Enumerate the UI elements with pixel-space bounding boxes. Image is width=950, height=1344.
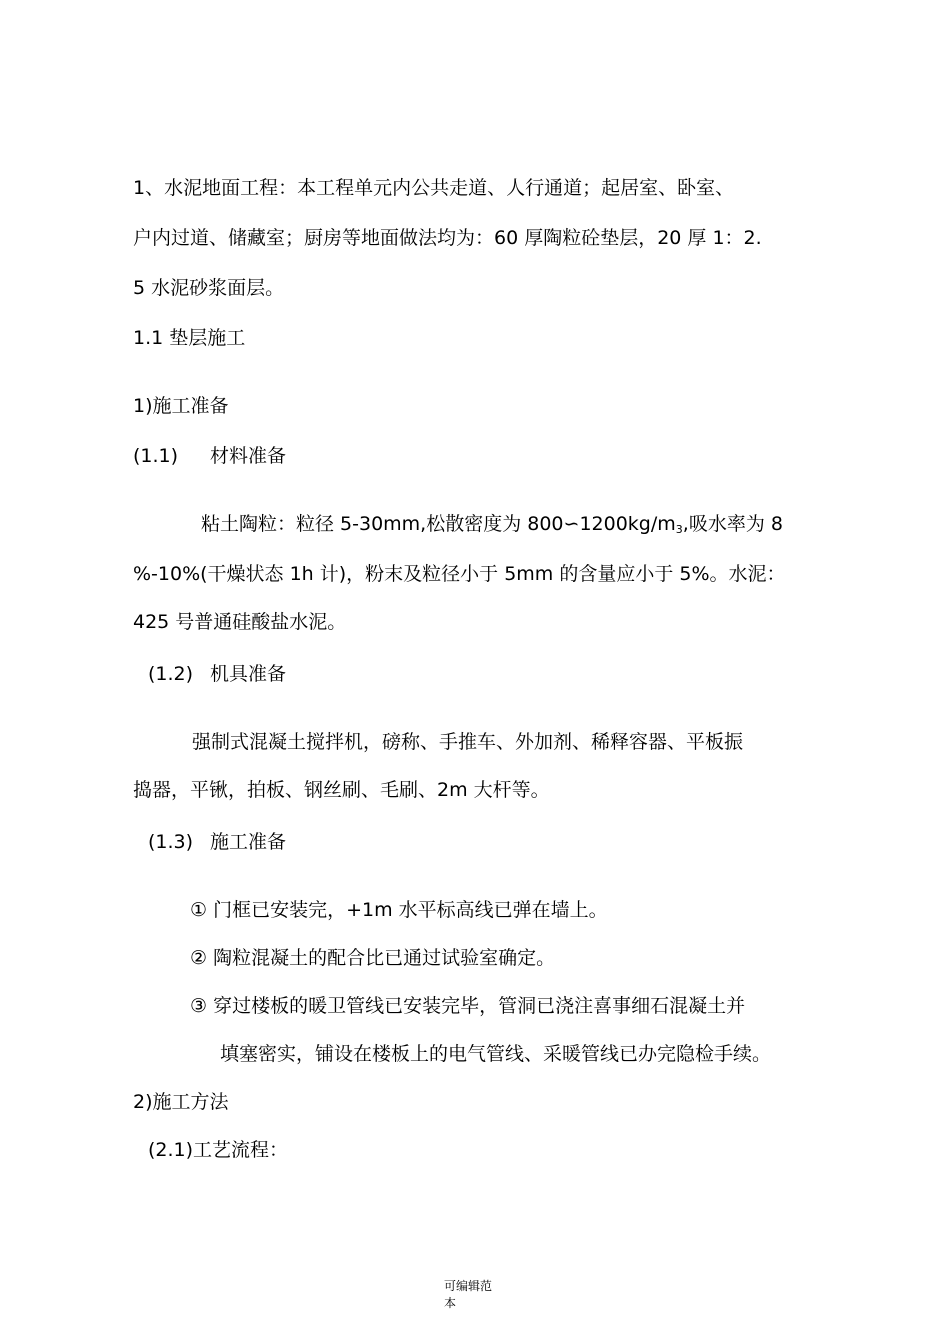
paragraph-line: 5 水泥砂浆面层。 (133, 277, 285, 299)
paragraph-line: 1、水泥地面工程：本工程单元内公共走道、人行通道；起居室、卧室、 (133, 177, 735, 199)
list-item: ① 门框已安装完，+1m 水平标高线已弹在墙上。 (190, 899, 608, 921)
subsection-title: 材料准备 (210, 445, 287, 467)
text-run: 粘土陶粒：粒径 5-30mm,松散密度为 800∽1200kg/m (201, 513, 676, 535)
paragraph-line: 425 号普通硅酸盐水泥。 (133, 611, 347, 633)
list-item-continuation: 填塞密实，铺设在楼板上的电气管线、采暖管线已办完隐检手续。 (220, 1043, 772, 1065)
list-item: ③ 穿过楼板的暖卫管线已安装完毕，管洞已浇注喜事细石混凝土并 (190, 995, 746, 1017)
step-heading: 2)施工方法 (133, 1091, 229, 1113)
paragraph-line: 捣器，平锹，拍板、钢丝刷、毛刷、2m 大杆等。 (133, 779, 550, 801)
paragraph-line (201, 512, 783, 542)
paragraph-line: 强制式混凝土搅拌机，磅称、手推车、外加剂、稀释容器、平板振 (192, 731, 744, 753)
text-run: ,吸水率为 8 (682, 513, 783, 535)
subsection-title: 机具准备 (210, 663, 287, 685)
subsection-number: (1.1) (133, 445, 179, 467)
footer-text: 可编辑范 (444, 1279, 493, 1293)
section-heading: 1.1 垫层施工 (133, 327, 246, 349)
step-heading: 1)施工准备 (133, 395, 229, 417)
subsection-number: (1.2) (148, 663, 194, 685)
subsection-heading: (2.1)工艺流程： (148, 1139, 289, 1161)
unit-subscript: 3 (675, 523, 683, 536)
footer-text: 本 (444, 1296, 457, 1310)
subsection-title: 施工准备 (210, 831, 287, 853)
paragraph-line: 户内过道、储藏室；厨房等地面做法均为：60 厚陶粒砼垫层，20 厚 1：2. (133, 227, 762, 249)
paragraph-line: %-10%(干燥状态 1h 计)，粉末及粒径小于 5mm 的含量应小于 5%。水泥： (133, 563, 786, 585)
subsection-number: (1.3) (148, 831, 194, 853)
list-item: ② 陶粒混凝土的配合比已通过试验室确定。 (190, 947, 556, 969)
